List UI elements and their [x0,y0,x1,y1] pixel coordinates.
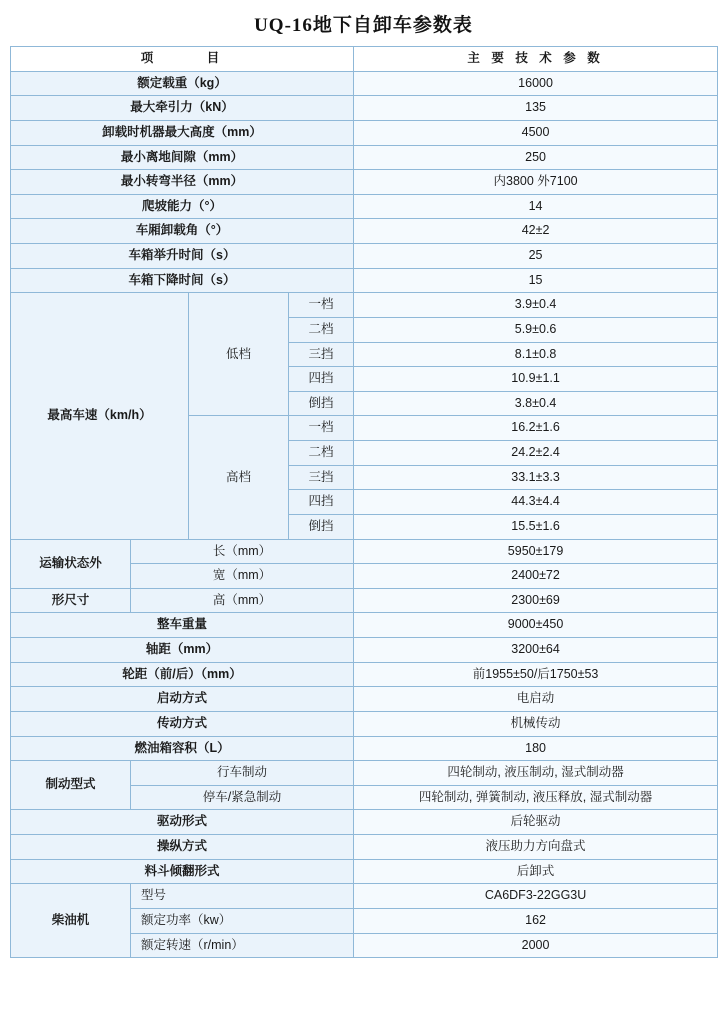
table-row [11,687,718,712]
table-row [11,96,718,121]
row-label: 最小转弯半径（mm） [11,170,354,195]
speed-gear-label: 三挡 [289,465,354,490]
row-value: 后轮驱动 [354,810,718,835]
table-row [11,613,718,638]
table-header-row [11,47,718,72]
dimension-value: 5950±179 [354,539,718,564]
dimension-value: 2400±72 [354,564,718,589]
row-label: 整车重量 [11,613,354,638]
speed-gear-value: 33.1±3.3 [354,465,718,490]
engine-item-name: 型号 [131,884,354,909]
table-row [11,194,718,219]
row-value: 机械传动 [354,711,718,736]
speed-gear-value: 3.9±0.4 [354,293,718,318]
row-label: 最小离地间隙（mm） [11,145,354,170]
speed-gear-label: 二档 [289,317,354,342]
row-value: 液压助力方向盘式 [354,835,718,860]
speed-gear-label: 四挡 [289,490,354,515]
table-row [11,859,718,884]
row-value: 135 [354,96,718,121]
row-value: 15 [354,268,718,293]
row-value: 42±2 [354,219,718,244]
row-value: 180 [354,736,718,761]
row-label: 车箱举升时间（s） [11,244,354,269]
speed-low-band-label: 低档 [189,293,289,416]
row-value: 后卸式 [354,859,718,884]
row-label: 轮距（前/后）（mm） [11,662,354,687]
engine-item-value: CA6DF3-22GG3U [354,884,718,909]
table-row [11,145,718,170]
brake-item-name: 行车制动 [131,761,354,786]
speed-gear-value: 44.3±4.4 [354,490,718,515]
row-value: 内3800 外7100 [354,170,718,195]
row-label: 燃油箱容积（L） [11,736,354,761]
row-value: 16000 [354,71,718,96]
row-label: 启动方式 [11,687,354,712]
engine-label: 柴油机 [11,884,131,958]
row-label: 额定载重（kg） [11,71,354,96]
row-label: 车厢卸载角（°） [11,219,354,244]
brake-item-value: 四轮制动, 液压制动, 湿式制动器 [354,761,718,786]
table-row [11,810,718,835]
row-label: 轴距（mm） [11,638,354,663]
speed-gear-value: 5.9±0.6 [354,317,718,342]
row-label: 驱动形式 [11,810,354,835]
header-cell-value: 主 要 技 术 参 数 [354,47,718,72]
speed-high-band-label: 高档 [189,416,289,539]
table-row [11,835,718,860]
engine-item-value: 162 [354,908,718,933]
table-row [11,219,718,244]
speed-gear-value: 24.2±2.4 [354,441,718,466]
speed-gear-value: 8.1±0.8 [354,342,718,367]
speed-row [11,293,718,318]
speed-gear-value: 15.5±1.6 [354,514,718,539]
page-title: UQ-16地下自卸车参数表 [254,15,473,36]
row-label: 最大牵引力（kN） [11,96,354,121]
speed-gear-label: 二档 [289,441,354,466]
row-value: 25 [354,244,718,269]
table-row [11,244,718,269]
row-label: 料斗倾翻形式 [11,859,354,884]
row-value: 14 [354,194,718,219]
dimension-name: 长（mm） [131,539,354,564]
dimension-name: 宽（mm） [131,564,354,589]
table-row [11,638,718,663]
row-label: 操纵方式 [11,835,354,860]
row-value: 前1955±50/后1750±53 [354,662,718,687]
dimension-row [11,539,718,564]
row-label: 车箱下降时间（s） [11,268,354,293]
table-row [11,71,718,96]
speed-gear-label: 三挡 [289,342,354,367]
table-row [11,268,718,293]
dimension-value: 2300±69 [354,588,718,613]
dimension-row [11,588,718,613]
specification-table [10,46,718,958]
brake-label: 制动型式 [11,761,131,810]
speed-gear-label: 倒挡 [289,391,354,416]
speed-gear-value: 16.2±1.6 [354,416,718,441]
row-value: 3200±64 [354,638,718,663]
brake-item-value: 四轮制动, 弹簧制动, 液压释放, 湿式制动器 [354,785,718,810]
speed-gear-value: 3.8±0.4 [354,391,718,416]
dimensions-label-line1: 运输状态外 [39,555,102,570]
row-value: 4500 [354,120,718,145]
speed-gear-label: 一档 [289,293,354,318]
engine-item-name: 额定功率（kw） [131,908,354,933]
table-row [11,662,718,687]
row-value: 9000±450 [354,613,718,638]
max-speed-label: 最高车速（km/h） [11,293,189,539]
table-row [11,711,718,736]
speed-gear-label: 一档 [289,416,354,441]
header-cell-item: 项 目 [11,47,354,72]
speed-gear-label: 四挡 [289,367,354,392]
engine-item-name: 额定转速（r/min） [131,933,354,958]
brake-row [11,761,718,786]
engine-row [11,884,718,909]
dimension-name: 高（mm） [131,588,354,613]
dimensions-label-line2: 形尺寸 [11,588,131,613]
brake-item-name: 停车/紧急制动 [131,785,354,810]
row-label: 传动方式 [11,711,354,736]
engine-item-value: 2000 [354,933,718,958]
speed-gear-value: 10.9±1.1 [354,367,718,392]
dimensions-label [11,539,131,588]
row-label: 爬坡能力（°） [11,194,354,219]
table-row [11,736,718,761]
table-row [11,170,718,195]
row-value: 250 [354,145,718,170]
table-row [11,120,718,145]
speed-gear-label: 倒挡 [289,514,354,539]
row-label: 卸载时机器最大高度（mm） [11,120,354,145]
row-value: 电启动 [354,687,718,712]
